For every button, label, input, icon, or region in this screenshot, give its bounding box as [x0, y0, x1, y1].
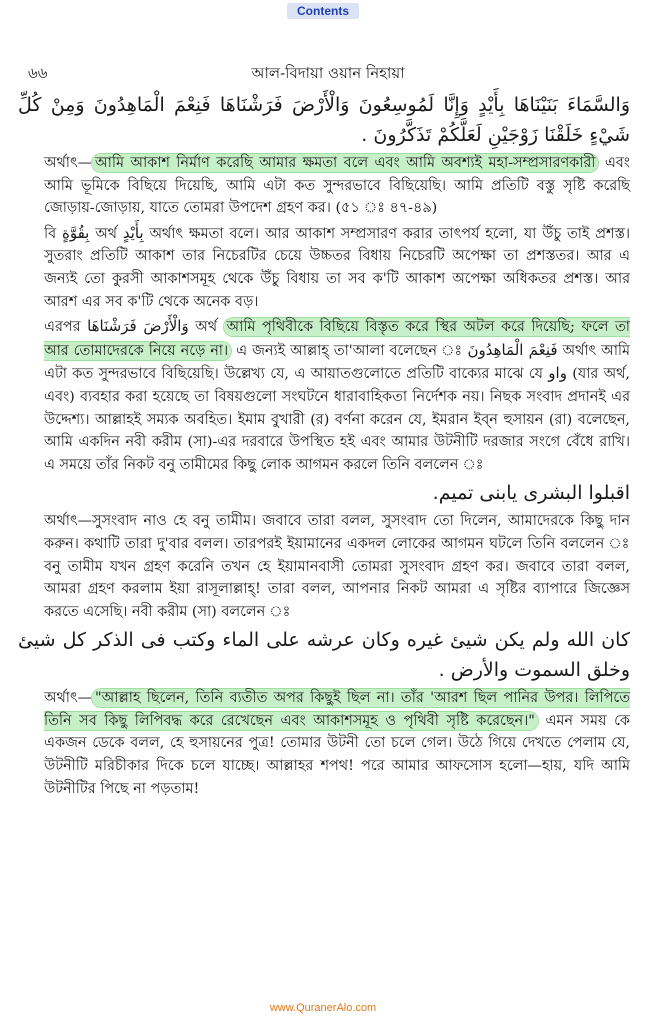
page-body [18, 90, 630, 802]
arabic-inline: بِقُوَّةٍ [61, 223, 90, 242]
arabic-inline: بِأَيْدٍ [122, 223, 144, 242]
p3-e: (যার অর্থ, এবং) ব্যবহার করা হয়েছে তা বিষয়গুলো সংঘটনে ধারাবাহিকতা নির্দেশক নয়। নিছক সংবাদ প্রদানই এর উদ্দেশ্য। আল্লাহই সম্যক অবহিত। ইমাম বুখারী (র) বর্ণনা করেন যে, ইমরান ইব্‌ন হুসায়ন (রা) বলেছেন, আমি একদিন নবী করীম (সা)-এর দরবারে উপস্থিত হই এবং আমার উটনীটি দরজার সংগে বেঁধে রাখি। এ সময়ে তাঁর নিকট বনু তামীমের কিছু লোক আগমন করলে তিনি বললেন ঃ [44, 366, 630, 473]
footer-site[interactable]: www.QuranerAlo.com [269, 1002, 377, 1014]
p2-c: অর্থাৎ ক্ষমতা বলে। আর আকাশ সম্প্রসারণ করার তাৎপর্য হলো, যা উঁচু তাই প্রশস্ত। সুতরাং প্রতিটি আকাশ তার নিচেরটির চেয়ে উচ্চতর বিধায় নিচেরটি অপেক্ষা তা প্রশস্ততর। আর এ জন্যই তো কুরসী আকাশসমূহ থেকে উঁচু বিধায় তা সব ক'টি আকাশ অপেক্ষা অধিকতর প্রশস্ত। আর আরশ এর সব ক'টি থেকে অনেক বড়। [44, 225, 630, 310]
p2-a: বি [44, 225, 57, 242]
highlight-3: "আল্লাহ ছিলেন, তিনি ব্যতীত অপর কিছুই ছিল না। তাঁর 'আরশ ছিল পানির উপর। লিপিতে তিনি সব কিছু লিপিবদ্ধ করে রেখেছেন এবং আকাশসমূহ ও পৃথিবী সৃষ্টি করেছেন।" [44, 690, 630, 729]
highlight-2: আমি পৃথিবীকে বিছিয়ে বিস্তৃত করে স্থির অটল করে দিয়েছি; ফলে তা আর তোমাদেরকে নিয়ে নড়ে না। [44, 319, 630, 359]
highlight-1: আমি আকাশ নির্মাণ করেছি আমার ক্ষমতা বলে এবং আমি অবশ্যই মহা-সম্প্রসারণকারী [92, 154, 598, 172]
arabic-inline: واو [548, 364, 567, 383]
p3-c: এ জন্যই আল্লাহ্ তা'আলা বলেছেন ঃ [231, 342, 468, 359]
contents-link[interactable]: Contents [287, 3, 359, 19]
p3-b: অর্থ [188, 319, 224, 336]
paragraph-1-rest: এবং আমি ভূমিকে বিছিয়ে দিয়েছি, আমি এটা কত সুন্দরভাবে বিছিয়েছি। আমি প্রতিটি বস্তু সৃষ্টি করেছি জোড়ায়-জোড়ায়, যাতে তোমরা উপদেশ গ্রহণ কর। (৫১ ঃ ৪৭-৪৯) [44, 155, 630, 217]
arabic-inline: وَالْأَرْضَ فَرَشْنَاهَا [87, 317, 189, 336]
arabic-verse-1: وَالسَّمَاءَ بَنَيْنَاهَا بِأَيْدٍ وَإِنَّا لَمُوسِعُونَ وَالْأَرْضَ فَرَشْنَاهَا فَنِعْمَ الْمَاهِدُونَ وَمِنْ كُلِّ شَيْءٍ خَلَقْنَا زَوْجَيْنِ لَعَلَّكُمْ تَذَكَّرُونَ . [18, 94, 630, 146]
paragraph-5-lead: অর্থাৎ— [44, 690, 93, 707]
arabic-inline: فَنِعْمَ الْمَاهِدُونَ [467, 340, 558, 359]
arabic-verse-2: اقبلوا البشرى يابنى تميم. [432, 482, 630, 505]
paragraph-1-lead: অর্থাৎ— [44, 155, 93, 171]
paragraph-4: অর্থাৎ—সুসংবাদ নাও হে বনু তামীম। জবাবে তারা বলল, সুসংবাদ তো দিলেন, আমাদেরকে কিছু দান করুন। কথাটি তারা দু'বার বলল। তারপরই ইয়ামানের একদল লোকের আগমন ঘটলে তিনি বললেন ঃ বনু তামীম যখন গ্রহণ করেনি তখন হে ইয়ামানবাসী তোমরা সুসংবাদ গ্রহণ কর। জবাবে তারা বলল, আমরা গ্রহণ করলাম ইয়া রাসূলাল্লাহ্! তারা বলল, আপনার নিকট আমরা এ সৃষ্টির ব্যাপারে জিজ্ঞেস করতে এসেছি। নবী করীম (সা) বললেন ঃ [44, 513, 630, 620]
p2-b: অর্থ [89, 225, 123, 242]
paragraph-1 [18, 152, 630, 220]
page-header [28, 62, 628, 84]
book-title: আল-বিদায়া ওয়ান নিহায়া [251, 64, 405, 82]
p3-a: এরপর [44, 319, 88, 336]
paragraph-3 [18, 315, 630, 476]
contents-link-bar [0, 0, 646, 18]
arabic-verse-3: كان الله ولم يكن شيئ غيره وكان عرشه على الماء وكتب فى الذكر كل شيئ وخلق السموت والأرض . [18, 629, 630, 682]
p3-d: অর্থাৎ আমি এটা কত সুন্দরভাবে বিছিয়েছি। উল্লেখ্য যে, এ আয়াতগুলোতে প্রতিটি বাক্যের মাঝে যে [44, 342, 630, 383]
paragraph-5 [18, 687, 630, 800]
paragraph-2 [18, 222, 630, 313]
page-number: ৬৬ [28, 64, 48, 82]
paragraph-5-rest: এমন সময় কে একজন ডেকে বলল, হে হুসায়নের পুত্র! তোমার উটনী তো চলে গেল। উঠে গিয়ে দেখতে পেলাম যে, উটনীটি মরিচীকার দিকে চলে যাচ্ছে। আল্লাহর শপথ! পরে আমার আফসোস হলো—হায়, যদি আমি উটনীটির পিছে না পড়তাম! [44, 712, 630, 797]
